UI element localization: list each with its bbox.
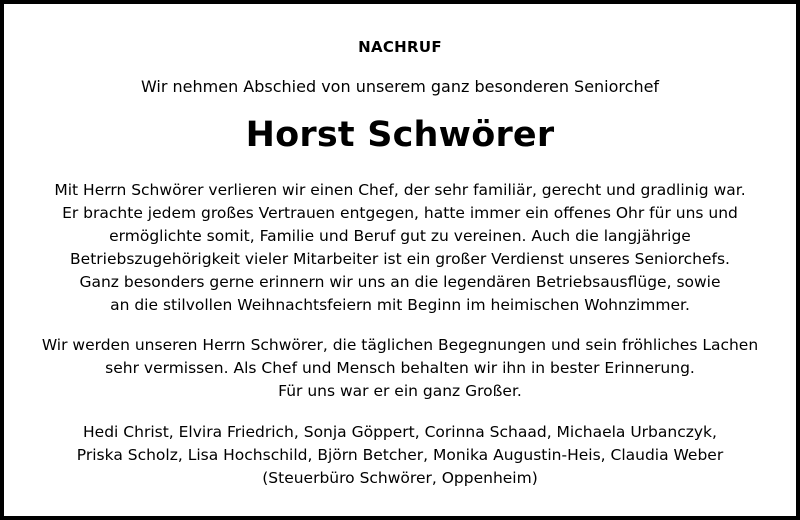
farewell-paragraph xyxy=(24,334,776,403)
farewell-line: Wir werden unseren Herrn Schwörer, die täglichen Begegnungen und sein fröhliches Lachen xyxy=(41,336,759,354)
tribute-line: an die stilvollen Weihnachtsfeiern mit Beginn im heimischen Wohnzimmer. xyxy=(110,296,690,314)
tribute-paragraph xyxy=(24,179,776,317)
deceased-name: Horst Schwörer xyxy=(245,115,555,155)
tribute-line: Er brachte jedem großes Vertrauen entgegen, hatte immer ein offenes Ohr für uns und xyxy=(62,204,738,222)
signature-line: Hedi Christ, Elvira Friedrich, Sonja Göppert, Corinna Schaad, Michaela Urbanczyk, xyxy=(83,423,717,441)
notice-subtitle: Wir nehmen Abschied von unserem ganz besonderen Seniorchef xyxy=(140,77,660,96)
tribute-line: Betriebszugehörigkeit vieler Mitarbeiter ist ein großer Verdienst unseres Seniorchefs. xyxy=(70,250,730,268)
signatures-block xyxy=(24,421,776,490)
signature-line: (Steuerbüro Schwörer, Oppenheim) xyxy=(262,469,538,487)
notice-heading: NACHRUF xyxy=(358,38,442,56)
farewell-line: Für uns war er ein ganz Großer. xyxy=(278,382,522,400)
tribute-line: Mit Herrn Schwörer verlieren wir einen Chef, der sehr familiär, gerecht und gradlinig war. xyxy=(54,181,746,199)
farewell-line: sehr vermissen. Als Chef und Mensch behalten wir ihn in bester Erinnerung. xyxy=(105,359,695,377)
signature-line: Priska Scholz, Lisa Hochschild, Björn Betcher, Monika Augustin-Heis, Claudia Weber xyxy=(76,446,724,464)
tribute-line: ermöglichte somit, Familie und Beruf gut zu vereinen. Auch die langjährige xyxy=(109,227,691,245)
tribute-line: Ganz besonders gerne erinnern wir uns an die legendären Betriebsausflüge, sowie xyxy=(79,273,721,291)
